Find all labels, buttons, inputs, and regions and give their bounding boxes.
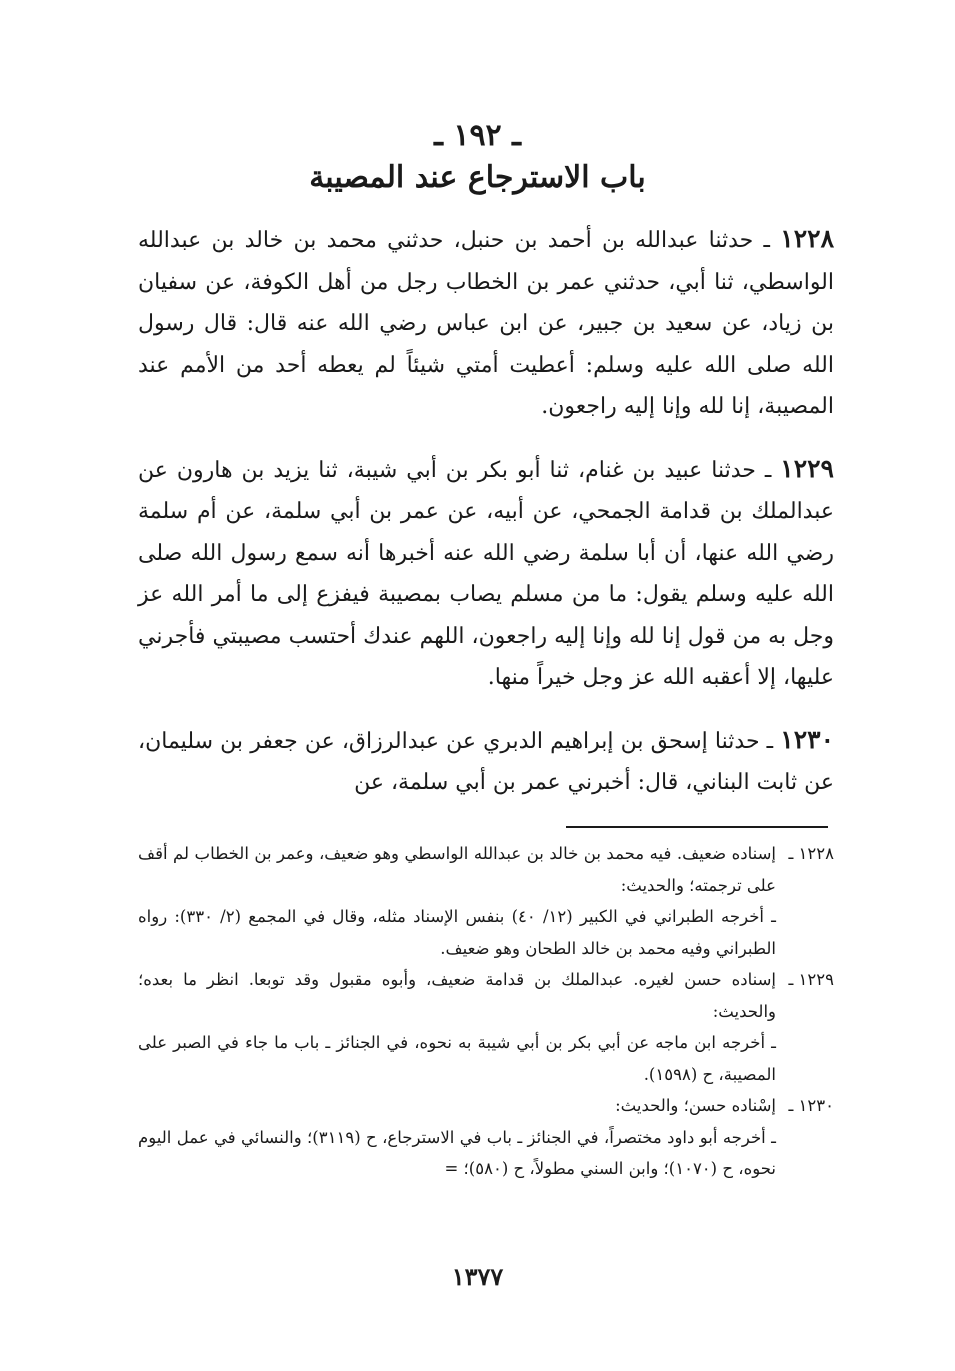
hadith-paragraph bbox=[138, 719, 834, 804]
hadith-number: ١٢٢٨ bbox=[780, 224, 834, 253]
footnote-line: إسْناده حسن؛ والحديث: bbox=[615, 1096, 776, 1115]
footnote-line: إسناده حسن لغيره. عبدالملك بن قدامة ضعيف، وأبوه مقبول وقد توبعا. انظر ما بعده؛ والحديث: bbox=[138, 970, 776, 1021]
footnote-divider bbox=[566, 826, 828, 828]
hadith-number: ١٢٢٩ bbox=[780, 453, 834, 483]
footnote-body bbox=[138, 964, 776, 1090]
footnote-line: ـ أخرجه ابن ماجه عن أبي بكر بن أبي شيبة به نحوه، في الجنائز ـ باب ما جاء في الصبر على المصيبة، ح (١٥٩٨). bbox=[138, 1033, 776, 1084]
footnotes bbox=[138, 838, 834, 1185]
main-text bbox=[138, 218, 834, 824]
footnote bbox=[138, 838, 834, 964]
footnote-line: ـ أخرجه الطبراني في الكبير (١٢/ ٤٠) بنفس الإسناد مثله، وقال في المجمع (٢/ ٣٣٠): رواه الطبراني وفيه محمد بن خالد الطحان وهو ضعيف. bbox=[138, 907, 777, 958]
chapter-title: باب الاسترجاع عند المصيبة bbox=[309, 160, 646, 195]
hadith-text: ـ حدثنا عبدالله بن أحمد بن حنبل، حدثني محمد بن خالد بن عبدالله الواسطي، ثنا أبي، حدثني عمر بن الخطاب رجل من أهل الكوفة، عن سفيان بن زياد، عن سعيد بن جبير، عن ابن عباس رضي الله عنه قال: قال رسول الله صلى الله عليه وسلم: أعطيت أمتي شيئاً لم يعطه أحد من الأمم عند المصيبة، إنا لله وإنا إليه راجعون. bbox=[138, 228, 834, 419]
hadith-text: ـ حدثنا إسحق بن إبراهيم الدبري عن عبدالرزاق، عن جعفر بن سليمان، عن ثابت البناني، قال: أخبرني عمر بن أبي سلمة، عن bbox=[138, 728, 834, 795]
footnote-line: إسناده ضعيف. فيه محمد بن خالد بن عبدالله الواسطي وهو ضعيف، وعمر بن الخطاب لم أقف على ترجمته؛ والحديث: bbox=[138, 844, 776, 895]
footnote bbox=[138, 964, 834, 1090]
hadith-paragraph bbox=[138, 448, 834, 699]
footnote-number: ١٢٣٠ ـ bbox=[788, 1096, 834, 1115]
chapter-number: ـ ١٩٢ ـ bbox=[434, 118, 521, 153]
footnote-line: ـ أخرجه أبو داود مختصراً، في الجنائز ـ باب في الاسترجاع، ح (٣١١٩)؛ والنسائي في عمل اليوم نحوه، ح (١٠٧٠)؛ وابن السني مطولاً، ح (٥٨٠)؛ = bbox=[138, 1127, 776, 1178]
footnote bbox=[138, 1090, 834, 1185]
hadith-text: ـ حدثنا عبيد بن غنام، ثنا أبو بكر بن أبي شيبة، ثنا يزيد بن هارون عن عبدالملك بن قدامة الجمحي، عن أبيه، عن عمر بن أبي سلمة، عن أم سلمة رضي الله عنها، أن أبا سلمة رضي الله عنه أخبرها أنه سمع رسول الله صلى الله عليه وسلم يقول: ما من مسلم يصاب بمصيبة فيفزع إلى ما أمر الله عز وجل به من قول إنا لله وإنا إليه راجعون، اللهم عندك أحتسب مصيبتي فأجرني عليها، إلا أعقبه الله عز وجل خيراً منها. bbox=[138, 457, 834, 690]
hadith-paragraph bbox=[138, 218, 834, 428]
footnote-body bbox=[138, 1090, 776, 1185]
footnote-body bbox=[138, 838, 776, 964]
footnote-number: ١٢٢٨ ـ bbox=[788, 844, 834, 863]
hadith-number: ١٢٣٠ bbox=[780, 724, 835, 754]
page-number: ١٣٧٧ bbox=[451, 1262, 504, 1291]
footnote-number: ١٢٢٩ ـ bbox=[788, 970, 834, 989]
